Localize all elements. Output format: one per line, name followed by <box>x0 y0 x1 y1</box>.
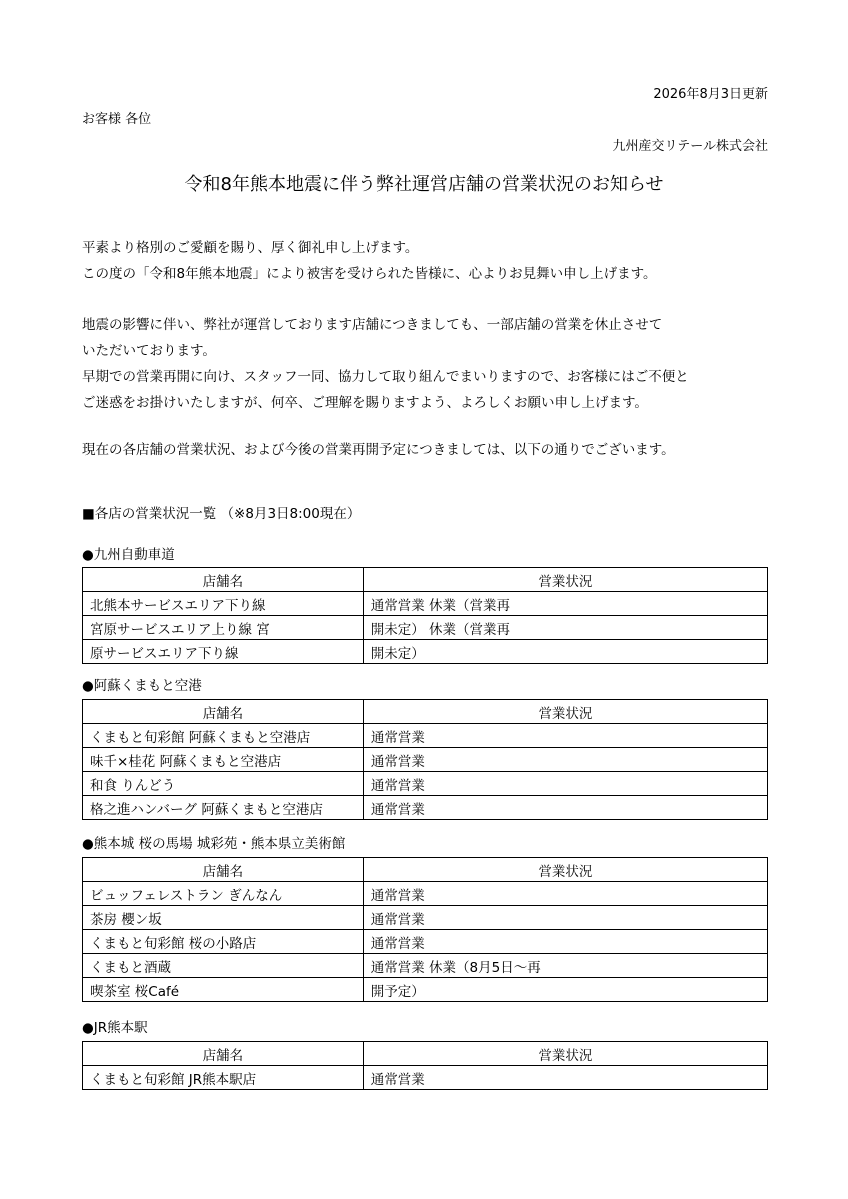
table-row <box>83 592 768 616</box>
status-cell: 開未定） 休業（営業再 <box>363 616 767 640</box>
section-label-expressway: ●九州自動車道 <box>82 547 175 563</box>
store-name-cell: くまもと旬彩館 桜の小路店 <box>83 930 364 954</box>
table-row <box>83 906 768 930</box>
status-cell: 開予定） <box>363 978 767 1002</box>
table-row <box>83 954 768 978</box>
table-row <box>83 930 768 954</box>
store-name-cell: 格之進ハンバーグ 阿蘇くまもと空港店 <box>83 796 364 820</box>
table-header-row <box>83 858 768 882</box>
text-line: この度の「令和8年熊本地震」により被害を受けられた皆様に、心よりお見舞い申し上げます。 <box>82 266 657 282</box>
store-column-header: 店舗名 <box>83 858 364 882</box>
store-table-expressway <box>82 567 768 664</box>
table-row <box>83 978 768 1002</box>
store-name-cell: くまもと酒蔵 <box>83 954 364 978</box>
table-row <box>83 882 768 906</box>
update-date: 2026年8月3日更新 <box>653 87 768 102</box>
text-line: いただいております。 <box>82 343 216 359</box>
store-column-header: 店舗名 <box>83 568 364 592</box>
intro-paragraph <box>82 437 782 463</box>
table-header-row <box>83 700 768 724</box>
status-cell: 通常営業 <box>363 772 767 796</box>
table-row <box>83 748 768 772</box>
store-name-cell: くまもと旬彩館 阿蘇くまもと空港店 <box>83 724 364 748</box>
table-row <box>83 796 768 820</box>
store-column-header: 店舗名 <box>83 1042 364 1066</box>
table-row <box>83 772 768 796</box>
status-cell: 開未定） <box>363 640 767 664</box>
store-table-castle <box>82 857 768 1002</box>
store-name-cell: 味千×桂花 阿蘇くまもと空港店 <box>83 748 364 772</box>
text-line: 早期での営業再開に向け、スタッフ一同、協力して取り組んでまいりますので、お客様にはご不便と <box>82 369 689 385</box>
status-cell: 通常営業 <box>363 1066 767 1090</box>
status-cell: 通常営業 休業（8月5日～再 <box>363 954 767 978</box>
status-cell: 通常営業 <box>363 882 767 906</box>
table-row <box>83 724 768 748</box>
store-table-airport <box>82 699 768 820</box>
store-column-header: 店舗名 <box>83 700 364 724</box>
status-cell: 通常営業 休業（営業再 <box>363 592 767 616</box>
status-column-header: 営業状況 <box>363 568 767 592</box>
status-cell: 通常営業 <box>363 724 767 748</box>
store-table-station <box>82 1041 768 1090</box>
notice-paragraph <box>82 312 782 416</box>
section-label-airport: ●阿蘇くまもと空港 <box>82 678 202 694</box>
status-column-header: 営業状況 <box>363 1042 767 1066</box>
store-name-cell: 和食 りんどう <box>83 772 364 796</box>
table-row <box>83 640 768 664</box>
status-cell: 通常営業 <box>363 906 767 930</box>
greeting-paragraph <box>82 235 782 287</box>
company-name: 九州産交リテール株式会社 <box>612 139 768 154</box>
status-list-heading: ■各店の営業状況一覧 （※8月3日8:00現在） <box>82 506 361 522</box>
document-title: 令和8年熊本地震に伴う弊社運営店舗の営業状況のお知らせ <box>184 174 664 195</box>
status-column-header: 営業状況 <box>363 858 767 882</box>
section-label-castle: ●熊本城 桜の馬場 城彩苑・熊本県立美術館 <box>82 836 346 852</box>
text-line: 平素より格別のご愛顧を賜り、厚く御礼申し上げます。 <box>82 240 419 256</box>
status-cell: 通常営業 <box>363 930 767 954</box>
table-row <box>83 616 768 640</box>
store-name-cell: 北熊本サービスエリア下り線 <box>83 592 364 616</box>
table-header-row <box>83 1042 768 1066</box>
store-name-cell: 宮原サービスエリア上り線 宮 <box>83 616 364 640</box>
table-header-row <box>83 568 768 592</box>
store-name-cell: 原サービスエリア下り線 <box>83 640 364 664</box>
status-cell: 通常営業 <box>363 748 767 772</box>
table-row <box>83 1066 768 1090</box>
store-name-cell: 茶房 櫻ン坂 <box>83 906 364 930</box>
status-cell: 通常営業 <box>363 796 767 820</box>
store-name-cell: ビュッフェレストラン ぎんなん <box>83 882 364 906</box>
store-name-cell: 喫茶室 桜Café <box>83 978 364 1002</box>
status-column-header: 営業状況 <box>363 700 767 724</box>
addressee: お客様 各位 <box>82 112 152 127</box>
text-line: 地震の影響に伴い、弊社が運営しております店舗につきましても、一部店舗の営業を休止させて <box>82 317 663 333</box>
text-line: ご迷惑をお掛けいたしますが、何卒、ご理解を賜りますよう、よろしくお願い申し上げます。 <box>82 395 648 411</box>
store-name-cell: くまもと旬彩館 JR熊本駅店 <box>83 1066 364 1090</box>
text-line: 現在の各店舗の営業状況、および今後の営業再開予定につきましては、以下の通りでございます。 <box>82 442 675 458</box>
section-label-station: ●JR熊本駅 <box>82 1020 148 1036</box>
